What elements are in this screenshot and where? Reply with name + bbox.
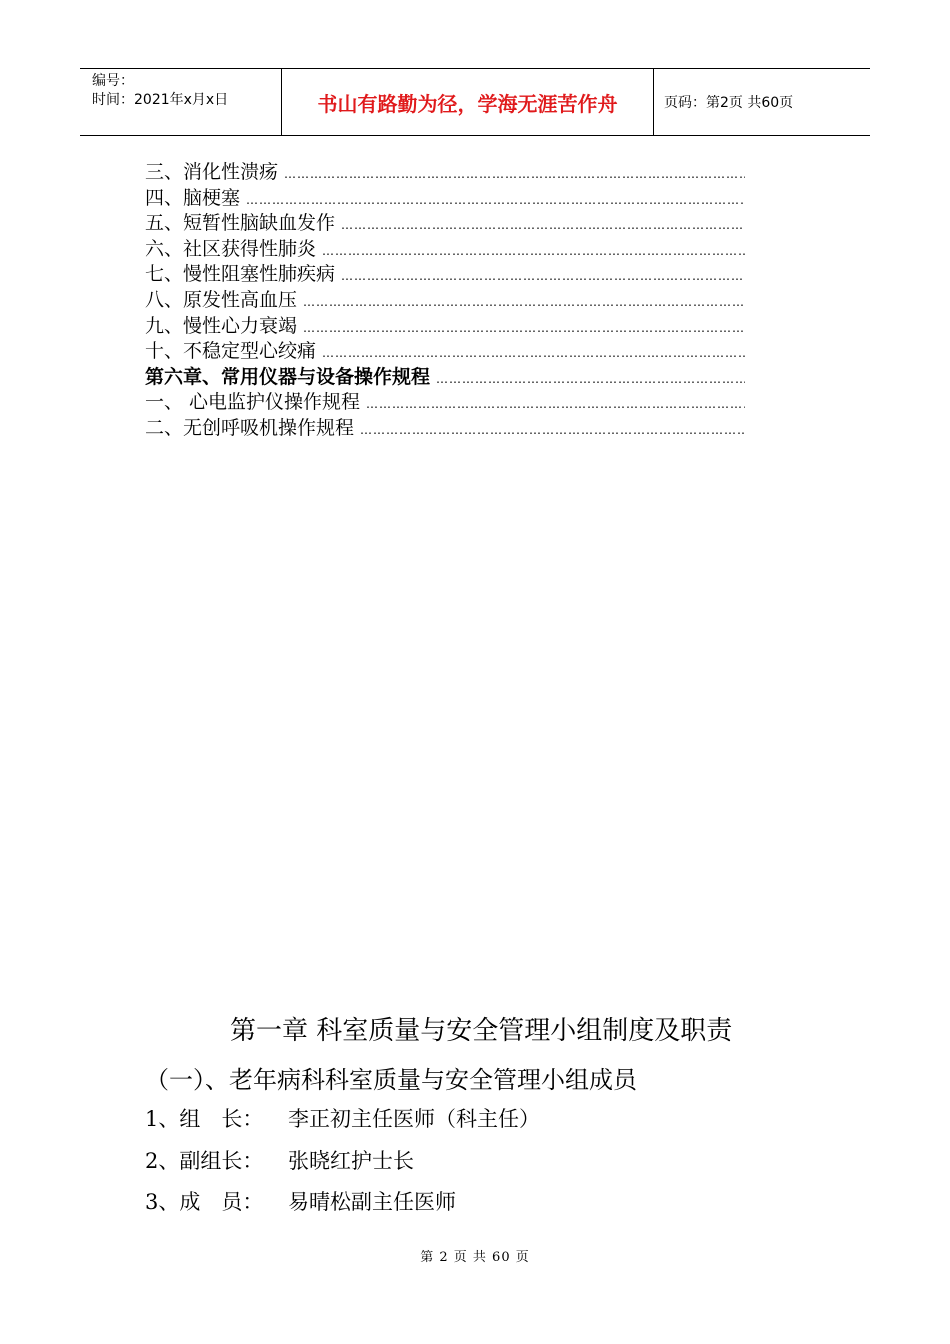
document-time: 时间：2021年x月x日: [92, 92, 229, 108]
toc-leader-dots: [366, 392, 745, 418]
toc-leader-dots: [322, 341, 745, 367]
member-row: [145, 1186, 456, 1216]
member-role: 2、副组长：: [145, 1149, 264, 1173]
member-row: [145, 1145, 414, 1175]
toc-leader-dots: [303, 290, 745, 316]
member-row: [145, 1103, 540, 1133]
toc-item[interactable]: 二、无创呼吸机操作规程 ……………………………………………………………………………………………………………………: [145, 416, 745, 442]
toc-leader-dots: [436, 367, 745, 393]
toc-leader-dots: [341, 213, 745, 239]
toc-item[interactable]: 一、 心电监护仪操作规程 ……………………………………………………………………………………………………………………: [145, 390, 745, 416]
toc-item[interactable]: 五、短暂性脑缺血发作 ……………………………………………………………………………………………………………………: [145, 211, 745, 237]
table-of-contents: [145, 160, 745, 442]
toc-item[interactable]: 八、原发性高血压 ……………………………………………………………………………………………………………………: [145, 288, 745, 314]
chapter-title: 第一章 科室质量与安全管理小组制度及职责: [230, 1016, 733, 1046]
page-header: [80, 68, 870, 136]
document-number: 编号：: [92, 73, 134, 89]
member-name: 张晓红护士长: [288, 1149, 414, 1173]
toc-leader-dots: [360, 418, 745, 444]
member-role: 3、成 员：: [145, 1190, 264, 1214]
header-motto: 书山有路勤为径，学海无涯苦作舟: [282, 69, 654, 135]
toc-item[interactable]: 七、慢性阻塞性肺疾病 ……………………………………………………………………………………………………………………: [145, 262, 745, 288]
toc-leader-dots: [246, 188, 745, 214]
toc-leader-dots: [303, 316, 745, 342]
toc-leader-dots: [322, 239, 745, 265]
toc-item[interactable]: 十、不稳定型心绞痛 ……………………………………………………………………………………………………………………: [145, 339, 745, 365]
toc-item[interactable]: 九、慢性心力衰竭 ……………………………………………………………………………………………………………………: [145, 314, 745, 340]
toc-chapter-heading[interactable]: 第六章、常用仪器与设备操作规程 ……………………………………………………………………………………………………………………: [145, 365, 745, 391]
toc-item[interactable]: 六、社区获得性肺炎 ……………………………………………………………………………………………………………………: [145, 237, 745, 263]
header-page-info: 页码：第2页 共60页: [664, 95, 794, 111]
header-meta: [80, 69, 282, 135]
toc-leader-dots: [341, 264, 745, 290]
member-name: 李正初主任医师（科主任）: [288, 1107, 540, 1131]
member-role: 1、组 长：: [145, 1107, 264, 1131]
member-name: 易晴松副主任医师: [288, 1190, 456, 1214]
toc-item[interactable]: 三、消化性溃疡 ……………………………………………………………………………………………………………………: [145, 160, 745, 186]
toc-item[interactable]: 四、脑梗塞 ……………………………………………………………………………………………………………………: [145, 186, 745, 212]
page-footer: 第 2 页 共 60 页: [420, 1250, 530, 1265]
toc-leader-dots: [284, 162, 745, 188]
section-title: （一）、老年病科科室质量与安全管理小组成员: [145, 1066, 637, 1094]
